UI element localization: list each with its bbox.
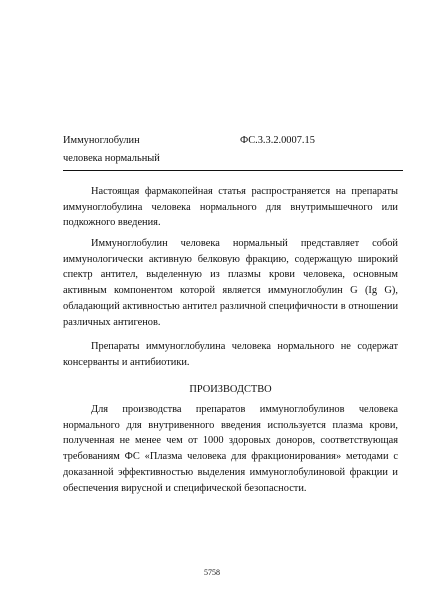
paragraph-scope: Настоящая фармакопейная статья распространяется на препараты иммуноглобулина человека нормального для внутримышечного или подкожного введения. <box>63 186 398 229</box>
monograph-header <box>63 132 403 172</box>
header-divider <box>63 170 403 171</box>
monograph-title-line2: человека нормальный <box>63 153 160 164</box>
monograph-code: ФС.3.3.2.0007.15 <box>240 135 315 146</box>
paragraph-definition: Иммуноглобулин человека нормальный представляет собой иммунологически активную белковую фракцию, содержащую широкий спектр антител, выделенную из плазмы крови человека, основным активным компонентом которой является иммуноглобулин G (Ig G), обладающий активностью антител различной специфичности в отношении различных антигенов. <box>63 238 398 328</box>
monograph-title-line1: Иммуноглобулин <box>63 135 140 146</box>
section-heading-production: ПРОИЗВОДСТВО <box>189 384 272 395</box>
paragraph-preservatives: Препараты иммуноглобулина человека нормального не содержат консерванты и антибиотики. <box>63 341 398 368</box>
page-number: 5758 <box>204 568 220 577</box>
paragraph-production: Для производства препаратов иммуноглобулинов человека нормального для внутривенного введения используется плазма крови, полученная не менее чем от 1000 здоровых доноров, соответствующая требованиям ФС «Плазма человека для фракционирования» методами с доказанной эффективностью выделения иммуноглобулиновой фракции и обеспечения вирусной и специфической безопасности. <box>63 404 398 494</box>
monograph-title <box>63 132 160 168</box>
